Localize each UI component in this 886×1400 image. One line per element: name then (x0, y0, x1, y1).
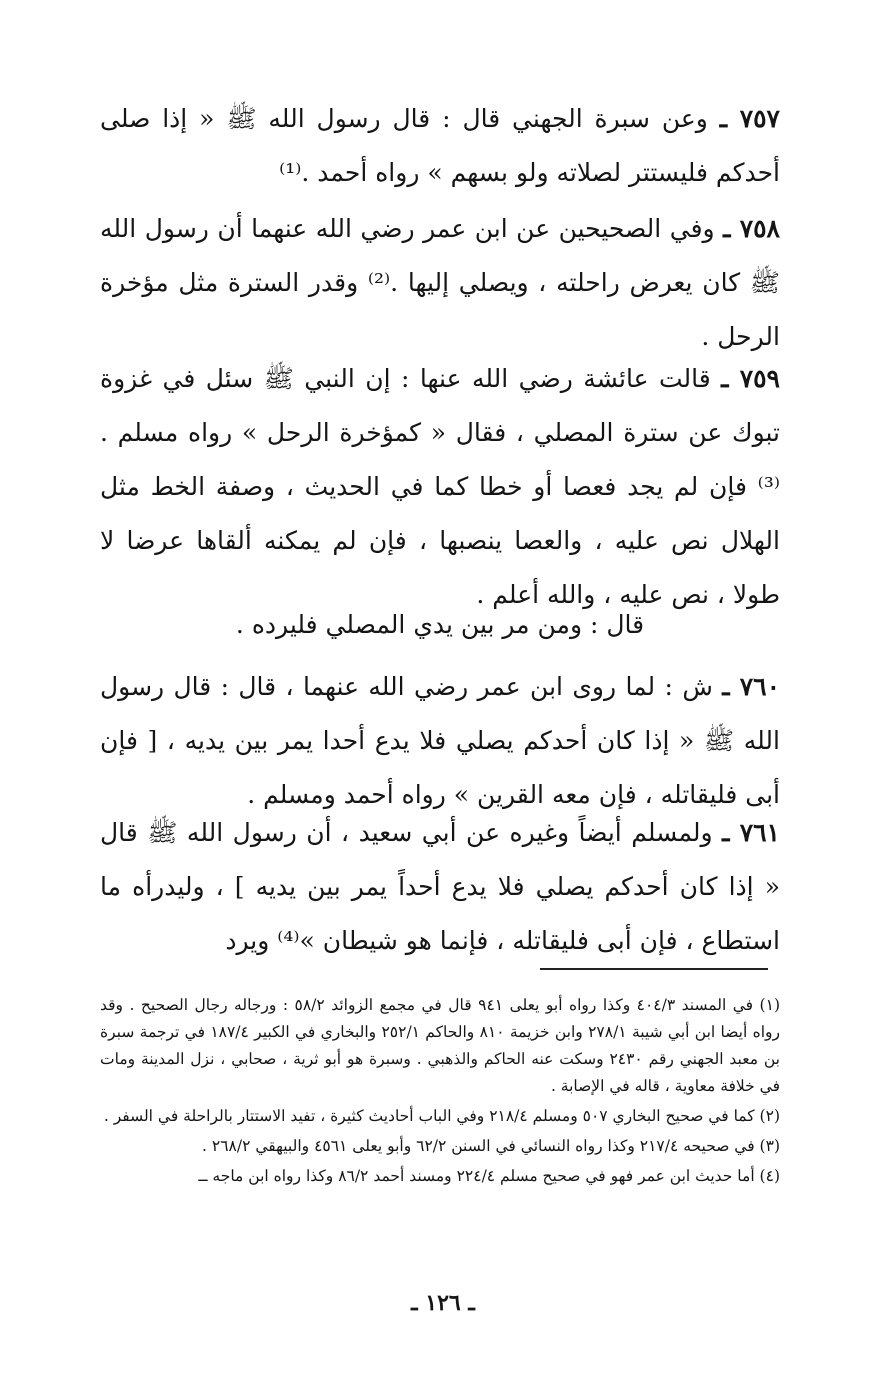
hadith-758 (100, 202, 780, 364)
hadith-text: قالت عائشة رضي الله عنها : إن النبي ﷺ سئل في غزوة تبوك عن سترة المصلي ، فقال « كمؤخرة الرحل » رواه مسلم .⁽³⁾ فإن لم يجد فعصا أو خطا كما في الحديث ، وصفة الخط مثل الهلال نص عليه ، والعصا ينصبها ، فإن لم يمكنه ألقاها عرضا لا طولا ، نص عليه ، والله أعلم . (100, 364, 780, 609)
footnotes (100, 992, 780, 1193)
hadith-759 (100, 352, 780, 622)
hadith-number: ٧٥٨ ـ (723, 214, 780, 243)
matn-line: قال : ومن مر بين يدي المصلي فليرده . (235, 610, 645, 639)
hadith-text: وفي الصحيحين عن ابن عمر رضي الله عنهما أن رسول الله ﷺ كان يعرض راحلته ، ويصلي إليها .⁽²⁾ وقدر السترة مثل مؤخرة الرحل . (100, 214, 780, 351)
footnote-divider (540, 968, 768, 970)
hadith-761 (100, 806, 780, 968)
footnote-3: (٣) في صحيحه ٢١٧/٤ وكذا رواه النسائي في السنن ٦٢/٢ وأبو يعلى ٤٥٦١ والبيهقي ٢٦٨/٢ . (202, 1137, 780, 1155)
hadith-text: ولمسلم أيضاً وغيره عن أبي سعيد ، أن رسول الله ﷺ قال « إذا كان أحدكم يصلي فلا يدع أحداً يمر بين يديه ] ، وليدرأه ما استطاع ، فإن أبى فليقاتله ، فإنما هو شيطان »⁽⁴⁾ ويرد (100, 818, 780, 955)
hadith-760 (100, 660, 780, 822)
hadith-text: ش : لما روى ابن عمر رضي الله عنهما ، قال : قال رسول الله ﷺ « إذا كان أحدكم يصلي فلا يدع أحدا يمر بين يديه ، [ فإن أبى فليقاتله ، فإن معه القرين » رواه أحمد ومسلم . (100, 672, 780, 809)
hadith-number: ٧٥٧ ـ (719, 104, 780, 133)
hadith-number: ٧٦٠ ـ (722, 672, 781, 701)
hadith-text: وعن سبرة الجهني قال : قال رسول الله ﷺ « إذا صلى أحدكم فليستتر لصلاته ولو بسهم » رواه أحمد .⁽¹⁾ (100, 104, 780, 187)
hadith-757 (100, 92, 780, 200)
footnote-1: (١) في المسند ٤٠٤/٣ وكذا رواه أبو يعلى ٩٤١ قال في مجمع الزوائد ٥٨/٢ : ورجاله رجال الصحيح . وقد رواه أيضا ابن أبي شيبة ٢٧٨/١ وابن خزيمة ٨١٠ والحاكم ٢٥٢/١ والبخاري في الكبير ١٨٧/٤ في ترجمة سبرة بن معبد الجهني رقم ٢٤٣٠ وسكت عنه الحاكم والذهبي . وسبرة هو أبو ثرية ، صحابي ، نزل المدينة ومات في خلافة معاوية ، قاله في الإصابة . (100, 996, 780, 1095)
footnote-2: (٢) كما في صحيح البخاري ٥٠٧ ومسلم ٢١٨/٤ وفي الباب أحاديث كثيرة ، تفيد الاستتار بالراحلة في السفر . (103, 1107, 780, 1125)
footnote-4: (٤) أما حديث ابن عمر فهو في صحيح مسلم ٢٢٤/٤ ومسند أحمد ٨٦/٢ وكذا رواه ابن ماجه ــ (198, 1167, 780, 1185)
page-number: ـ ١٢٦ ـ (411, 1290, 475, 1316)
hadith-number: ٧٦١ ـ (722, 818, 780, 847)
hadith-number: ٧٥٩ ـ (721, 364, 780, 393)
